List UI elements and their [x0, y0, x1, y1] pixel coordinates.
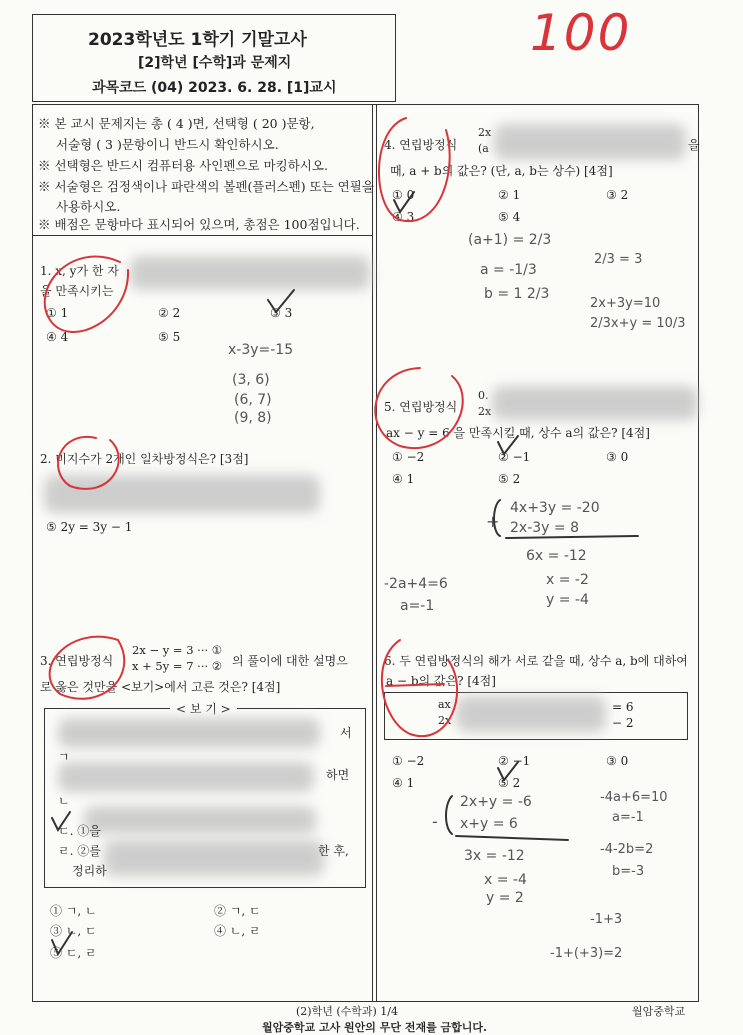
q3-choice-5[interactable]: ⑤ ㄷ, ㄹ	[50, 946, 97, 960]
q4-choice-2[interactable]: ② 1	[498, 188, 521, 202]
q6-choice-5[interactable]: ⑤ 2	[498, 776, 521, 790]
q1-choice-1[interactable]: ① 1	[46, 306, 69, 320]
check-mark-q6	[498, 762, 518, 780]
q1-choice-3[interactable]: ③ 3	[270, 306, 293, 320]
q5-work: +	[486, 512, 500, 531]
check-mark-q1	[268, 290, 294, 312]
q6-work: a=-1	[612, 810, 644, 825]
q6-box-eq-b: 2x	[438, 714, 452, 727]
q5-brace	[494, 500, 500, 536]
q4-work: (a+1) = 2/3	[468, 232, 552, 248]
q6-choice-1[interactable]: ① −2	[392, 754, 425, 768]
red-underline-q6	[386, 684, 444, 686]
q5-eq-b: 2x	[478, 405, 492, 418]
q3-choice-1[interactable]: ① ㄱ, ㄴ	[50, 904, 97, 918]
q5-choice-5[interactable]: ⑤ 2	[498, 472, 521, 486]
q6-brace	[446, 796, 452, 834]
q5-text: 5. 연립방정식	[384, 400, 458, 414]
q6-work: x = -4	[484, 872, 527, 888]
bogi-item: 정리하	[72, 864, 107, 878]
q1-choice-5[interactable]: ⑤ 5	[158, 330, 181, 344]
footer-right: 월암중학교	[632, 1005, 686, 1018]
q5-choice-1[interactable]: ① −2	[392, 450, 425, 464]
q2-choice-5[interactable]: ⑤ 2y = 3y − 1	[46, 520, 133, 534]
bogi-tail: 서	[340, 726, 352, 740]
q6-work-line	[456, 836, 568, 840]
q5-work: 6x = -12	[526, 548, 587, 564]
q4-work: b = 1 2/3	[484, 286, 550, 302]
score: 100	[530, 4, 632, 62]
q6-work: y = 2	[486, 890, 524, 906]
q1-work: (3, 6)	[232, 372, 270, 388]
q6-choice-3[interactable]: ③ 0	[606, 754, 629, 768]
footer-left: (2)학년 (수학과) 1/4	[296, 1005, 398, 1018]
q4-choice-3[interactable]: ③ 2	[606, 188, 629, 202]
red-circle-q5	[375, 368, 462, 448]
bogi-label: < 보 기 >	[170, 700, 237, 717]
bogi-tail: 한 후,	[318, 844, 349, 858]
q3-text: 3. 연립방정식	[40, 654, 114, 668]
instruction-line: ※ 본 교시 문제지는 총 ( 4 )면, 선택형 ( 20 )문항,	[38, 116, 315, 131]
q6-work: 2x+y = -6	[460, 794, 532, 810]
q4-text-2: 때, a + b의 값은? (단, a, b는 상수) [4점]	[390, 164, 613, 178]
q5-work: x = -2	[546, 572, 589, 588]
q1-choice-2[interactable]: ② 2	[158, 306, 181, 320]
q4-work: 2/3x+y = 10/3	[590, 316, 686, 331]
q6-work: -4a+6=10	[600, 790, 668, 805]
q3-choice-3[interactable]: ③ ㄴ, ㄷ	[50, 924, 97, 938]
red-circle-q4	[379, 118, 450, 221]
q1-work: (6, 7)	[234, 392, 272, 408]
instruction-line: ※ 서술형은 검정색이나 파란색의 볼펜(플러스펜) 또는 연필을	[38, 179, 374, 194]
q4-work: 2x+3y=10	[590, 296, 661, 311]
red-circle-q2	[58, 437, 119, 489]
q4-choice-5[interactable]: ⑤ 4	[498, 210, 521, 224]
check-mark-q3b	[52, 812, 70, 830]
q5-work: 2x-3y = 8	[510, 520, 579, 536]
q6-box-r1: = 6	[612, 700, 634, 714]
q1-work: x-3y=-15	[228, 342, 294, 358]
q4-eq-a: 2x	[478, 126, 492, 139]
exam-code-line: 과목코드 (04) 2023. 6. 28. [1]교시	[92, 80, 337, 96]
check-mark-q4	[394, 192, 414, 212]
q5-choice-4[interactable]: ④ 1	[392, 472, 415, 486]
q1-work: (9, 8)	[234, 410, 272, 426]
q6-box-eq-a: ax	[438, 698, 451, 711]
q6-choice-2[interactable]: ② −1	[498, 754, 531, 768]
q5-choice-2[interactable]: ② −1	[498, 450, 531, 464]
q6-work: x+y = 6	[460, 816, 518, 832]
red-circle-q6	[382, 640, 457, 736]
q1-choice-4[interactable]: ④ 4	[46, 330, 69, 344]
footer-notice: 월암중학교 고사 원안의 무단 전재를 금합니다.	[262, 1021, 487, 1034]
q6-box-r2: − 2	[612, 716, 634, 730]
q6-text: 6. 두 연립방정식의 해가 서로 같을 때, 상수 a, b에 대하여	[384, 654, 688, 668]
bogi-item: ㄷ. ①을	[58, 824, 101, 838]
q5-work-line	[506, 536, 638, 538]
bogi-item: ㄱ	[58, 750, 70, 764]
q6-text-2: a − b의 값은? [4점]	[386, 674, 496, 688]
q4-eq-b: (a	[478, 142, 489, 155]
q3-choice-2[interactable]: ② ㄱ, ㄷ	[214, 904, 261, 918]
q1-text: 1. x, y가 한 자	[40, 264, 119, 278]
q6-choice-4[interactable]: ④ 1	[392, 776, 415, 790]
q6-work: b=-3	[612, 864, 645, 879]
q4-work: a = -1/3	[480, 262, 537, 278]
q3-eq-1: 2x − y = 3 ··· ①	[132, 643, 223, 657]
bogi-item: ㄹ. ②를	[58, 844, 101, 858]
q6-work: -4-2b=2	[600, 842, 654, 857]
red-circle-q1	[45, 257, 128, 332]
q5-eq-a: 0.	[478, 389, 489, 402]
instruction-line: 서술형 ( 3 )문항이니 반드시 확인하시오.	[56, 137, 279, 152]
exam-title: 2023학년도 1학기 기말고사	[88, 30, 307, 50]
check-mark-q5	[498, 436, 518, 454]
q5-work: 4x+3y = -20	[510, 500, 600, 516]
q5-work: y = -4	[546, 592, 589, 608]
instruction-line: 사용하시오.	[56, 199, 121, 214]
q6-work: 3x = -12	[464, 848, 525, 864]
q4-choice-1[interactable]: ① 0	[392, 188, 415, 202]
bogi-tail: 하면	[326, 768, 350, 782]
q2-text: 2. 미지수가 2개인 일차방정식은? [3점]	[40, 452, 249, 466]
q5-work: -2a+4=6	[384, 576, 448, 592]
q4-tail: 을	[688, 138, 700, 152]
exam-subtitle: [2]학년 [수학]과 문제지	[138, 55, 292, 71]
instruction-line: ※ 배점은 문항마다 표시되어 있으며, 총점은 100점입니다.	[38, 217, 360, 232]
red-circle-q3	[50, 637, 125, 699]
q5-text-2: ax − y = 6 을 만족시킬 때, 상수 a의 값은? [4점]	[386, 426, 650, 440]
q4-work: 2/3 = 3	[594, 252, 643, 267]
q4-text: 4. 연립방정식	[384, 138, 458, 152]
q5-choice-3[interactable]: ③ 0	[606, 450, 629, 464]
q3-choice-4[interactable]: ④ ㄴ, ㄹ	[214, 924, 261, 938]
q3-text-2: 로 옳은 것만을 <보기>에서 고른 것은? [4점]	[40, 680, 281, 694]
q4-choice-4[interactable]: ④ 3	[392, 210, 415, 224]
check-mark-q3	[52, 932, 72, 954]
q6-work: -1+3	[590, 912, 623, 927]
instruction-line: ※ 선택형은 반드시 컴퓨터용 사인펜으로 마킹하시오.	[38, 158, 328, 173]
q3-eq-2: x + 5y = 7 ··· ②	[132, 659, 223, 673]
q5-work: a=-1	[400, 598, 435, 614]
q6-work: -1+(+3)=2	[550, 946, 623, 961]
bogi-item: ㄴ	[58, 794, 70, 808]
q1-text-2: 을 만족시키는	[40, 284, 114, 298]
q6-work: -	[432, 812, 438, 831]
q3-text-1b: 의 풀이에 대한 설명으	[232, 654, 348, 668]
